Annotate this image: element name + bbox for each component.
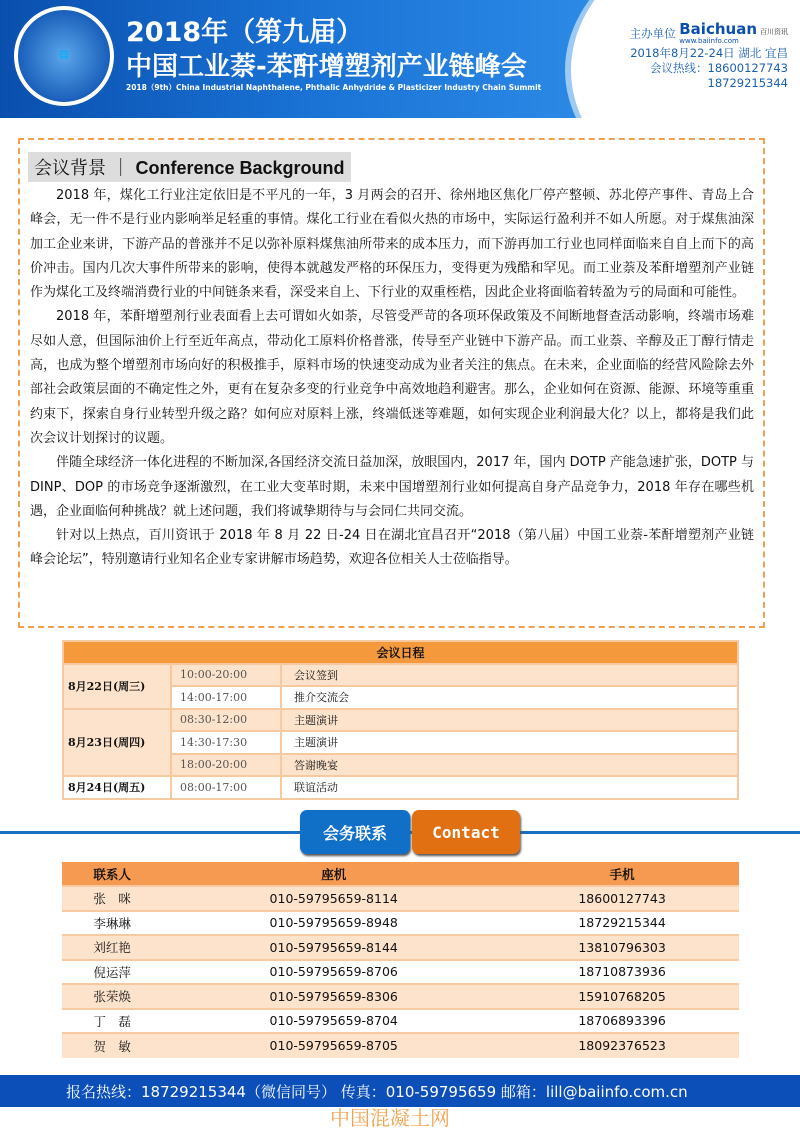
section-title [28,152,351,182]
contact-mobile: 18729215344 [505,911,739,936]
paragraph: 针对以上热点，百川资讯于 2018 年 8 月 22 日-24 日在湖北宜昌召开“2018（第八届）中国工业萘-苯酐增塑剂产业链峰会论坛”，特别邀请行业知名企业专家讲解市场趋势，欢迎各位相关人士莅临指导。 [30,528,754,568]
globe-icon: 🌐 [59,50,69,59]
background-text [30,184,754,573]
column-header: 手机 [505,862,739,886]
paragraph: 伴随全球经济一体化进程的不断加深,各国经济交流日益加深，放眼国内，2017 年，国内 DOTP 产能急速扩张，DOTP 与 DINP、DOP 的市场竞争逐渐激烈，在工业大变革时期，未来中国增塑剂行业如何提高自身产品竞争力，2018 年存在哪些机遇，企业面临何种挑战？就上述问题，我们将诚挚期待与与会同仁共同交流。 [30,455,754,519]
schedule-time: 14:00-17:00 [171,686,281,709]
schedule-day: 8月24日(周五) [63,776,171,799]
contact-landline: 010-59795659-8704 [162,1009,505,1034]
schedule-event: 推介交流会 [281,686,738,709]
schedule-title: 会议日程 [63,641,738,664]
brand-logo [679,22,788,46]
schedule-event: 会议签到 [281,664,738,687]
contact-landline: 010-59795659-8306 [162,984,505,1009]
brand-url: www.baiinfo.com [679,37,739,45]
schedule-day: 8月22日(周三) [63,664,171,709]
table-row [62,1009,739,1034]
schedule-time: 14:30-17:30 [171,731,281,754]
contact-mobile: 18710873936 [505,960,739,985]
footer-text: 报名热线：18729215344（微信同号） 传真：010-59795659 邮箱：lill@baiinfo.com.cn [66,1082,688,1101]
contact-table [62,862,739,1058]
watermark: 中国混凝土网 [330,1106,450,1130]
header-banner [0,0,800,118]
contact-name: 倪运萍 [62,960,162,985]
column-header: 座机 [162,862,505,886]
section-title-en: Conference Background [135,158,345,178]
contact-mobile: 15910768205 [505,984,739,1009]
table-row [62,1033,739,1058]
contact-name: 刘红艳 [62,935,162,960]
schedule-day: 8月23日(周四) [63,709,171,777]
brand-cn: 百川资讯 [760,28,788,36]
footer-bar [0,1075,800,1107]
contact-landline: 010-59795659-8706 [162,960,505,985]
schedule-time: 08:00-17:00 [171,776,281,799]
paragraph: 2018 年，苯酐增塑剂行业表面看上去可谓如火如荼，尽管受严苛的各项环保政策及不间断地督查活动影响，终端市场难尽如人意，但国际油价上行至近年高点，带动化工原料价格普涨，传导至产业链中下游产品。而工业萘、辛醇及正丁醇行情走高，也成为整个增塑剂市场向好的积极推手，原料市场的快速变动成为业者关注的焦点。在未来，企业面临的经营风险除去外部社会政策层面的不确定性之外，更有在复杂多变的行业竞争中高效地趋利避害。那么，企业如何在资源、能源、环境等重重约束下，探索自身行业转型升级之路？如何应对原料上涨，终端低迷等难题，如何实现企业利润最大化？以上，都将是我们此次会议计划探讨的议题。 [30,309,754,446]
schedule-event: 答谢晚宴 [281,754,738,777]
paragraph: 2018 年，煤化工行业注定依旧是不平凡的一年，3 月两会的召开、徐州地区焦化厂停产整顿、苏北停产事件、青岛上合峰会，无一件不是行业内影响举足轻重的事情。煤化工行业在看似火热的市场中，实际运行盈利并不如人所愿。对于煤焦油深加工企业来讲，下游产品的普涨并不足以弥补原料煤焦油所带来的成本压力，而下游再加工行业也同样面临来自自上而下的高价冲击。国内几次大事件所带来的影响，使得本就越发严格的环保压力，变得更为残酷和罕见。而工业萘及苯酐增塑剂产业链作为煤化工及终端消费行业的中间链条来看，深受来自上、下行业的双重桎梏，因此企业将面临着转盈为亏的局面和可能性。 [30,188,754,301]
schedule-time: 18:00-20:00 [171,754,281,777]
contact-name: 张 咪 [62,886,162,911]
contact-landline: 010-59795659-8948 [162,911,505,936]
contact-mobile: 13810796303 [505,935,739,960]
hotline: 会议热线：18600127743 [650,61,788,75]
contact-tab-cn: 会务联系 [300,810,410,854]
title-line2: 中国工业萘-苯酐增塑剂产业链峰会 [126,52,527,82]
contact-mobile: 18600127743 [505,886,739,911]
schedule-event: 主题演讲 [281,709,738,732]
contact-mobile: 18092376523 [505,1033,739,1058]
schedule-table [62,640,739,800]
schedule-event: 主题演讲 [281,731,738,754]
column-header: 联系人 [62,862,162,886]
contact-mobile: 18706893396 [505,1009,739,1034]
title-en: 2018（9th）China Industrial Naphthalene, Phthalic Anhydride & Plasticizer Industry Chain Summit [126,83,542,92]
table-row [62,984,739,1009]
contact-name: 李琳琳 [62,911,162,936]
contact-landline: 010-59795659-8144 [162,935,505,960]
contact-tab-en: Contact [412,810,520,854]
organizer-info [630,22,788,91]
schedule-time: 08:30-12:00 [171,709,281,732]
organizer-label: 主办单位 [629,26,676,41]
background-section [18,138,765,628]
schedule-time: 10:00-20:00 [171,664,281,687]
table-row [62,886,739,911]
table-row [62,911,739,936]
brand-name: Baichuan [679,20,757,38]
date-place: 2018年8月22-24日 湖北 宜昌 [630,46,788,60]
schedule-event: 联谊活动 [281,776,738,799]
contact-name: 贺 敏 [62,1033,162,1058]
contact-name: 丁 磊 [62,1009,162,1034]
contact-landline: 010-59795659-8114 [162,886,505,911]
title-line1: 2018年（第九届） [126,17,364,48]
contact-landline: 010-59795659-8705 [162,1033,505,1058]
table-row [62,935,739,960]
hotline2: 18729215344 [707,76,788,90]
contact-name: 张荣焕 [62,984,162,1009]
conference-logo [14,6,114,106]
table-row [62,960,739,985]
section-title-cn: 会议背景 ｜ [34,158,130,179]
